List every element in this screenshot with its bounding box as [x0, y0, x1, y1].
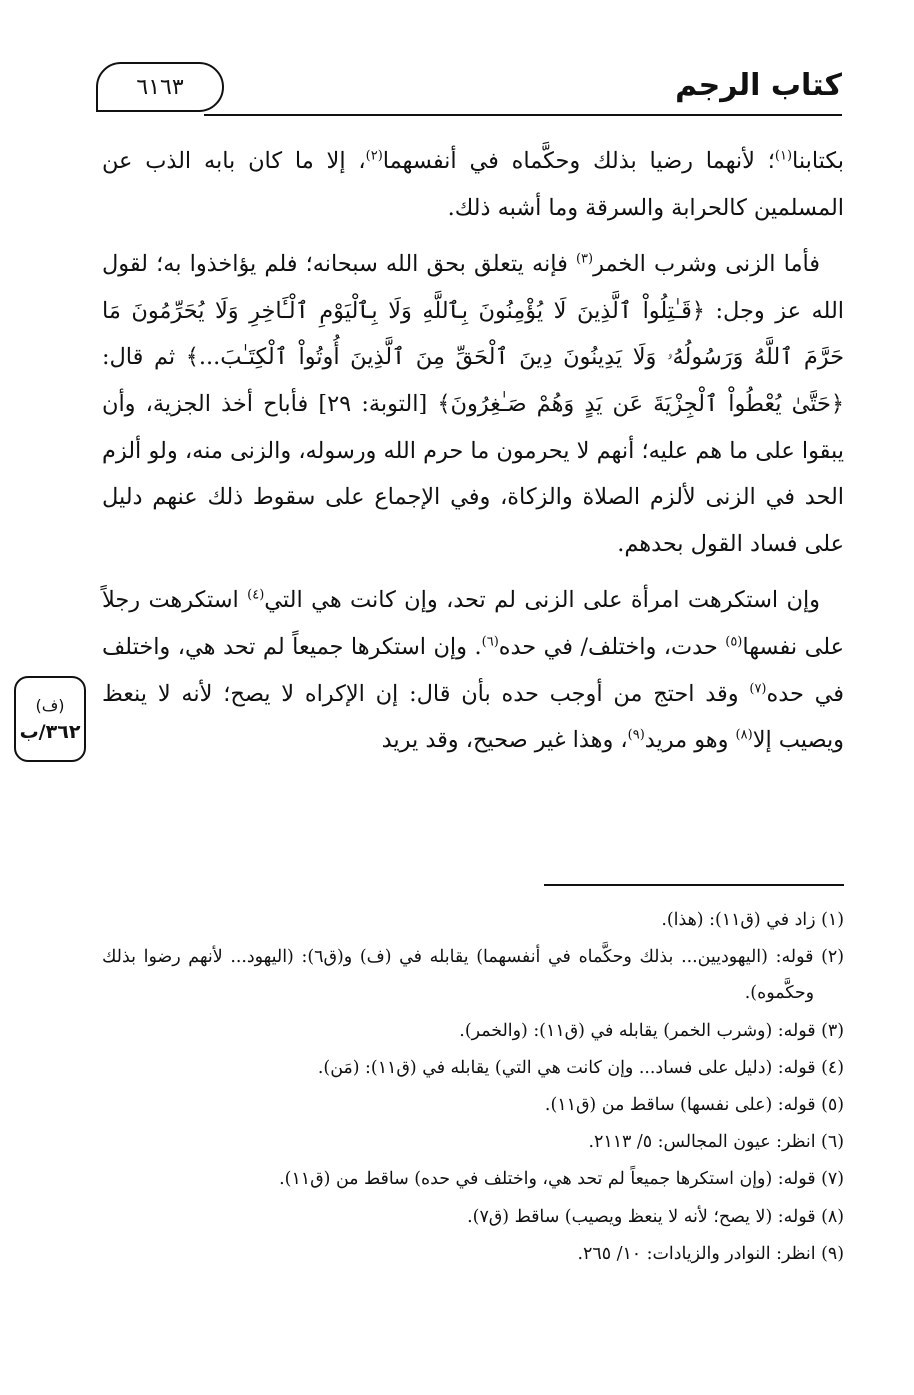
footnote-ref-6: (٦) [481, 634, 499, 650]
footnote-9: (٩) انظر: النوادر والزيادات: ١٠/ ٢٦٥. [577, 1243, 844, 1264]
footnote-ref-1: (١) [774, 148, 793, 164]
footnotes [102, 902, 844, 1273]
text-span: فأباح أخذ الجزية، وأن يبقوا على ما هم عليه؛ أنهم لا يحرمون ما حرم الله ورسوله، والزنى منه، ولو ألزم الحد في الزنى لألزم الصلاة والزكاة، وفي الإجماع على سقوط ذلك عنهم دليل على فساد القول بحدهم. [102, 390, 844, 557]
margin-note-folio: ٣٦٢/ب [19, 720, 81, 743]
text-span: ، وهذا غير صحيح، وقد يريد [381, 727, 628, 754]
footnote-3: (٣) قوله: (وشرب الخمر) يقابله في (ق١١): (والخمر). [459, 1020, 844, 1041]
footnote-1: (١) زاد في (ق١١): (هذا). [661, 910, 844, 930]
footnote-ref-7: (٧) [749, 681, 767, 697]
quran-quote-1: ﴿قَـٰتِلُواْ ٱلَّذِينَ لَا يُؤْمِنُونَ بِٱللَّهِ وَلَا بِٱلْيَوْمِ ٱلْـَٔاخِرِ وَلَا يُحَرِّمُونَ مَا حَرَّمَ ٱللَّهُ وَرَسُولُهُۥ وَلَا يَدِينُونَ دِينَ ٱلْحَقِّ مِنَ ٱلَّذِينَ أُوتُواْ ٱلْكِتَـٰبَ...﴾ [102, 297, 844, 371]
page-number-frame [96, 62, 224, 112]
footnote-ref-5: (٥) [725, 634, 743, 650]
footnote-ref-3: (٣) [575, 251, 594, 267]
footnote-6: (٦) انظر: عيون المجالس: ٥/ ٢١١٣. [588, 1132, 844, 1153]
footnote-4: (٤) قوله: (دليل على فساد... وإن كانت هي التي) يقابله في (ق١١): (مَن). [317, 1057, 844, 1078]
quran-reference: [التوبة: ٢٩] [308, 390, 438, 417]
paragraph-1 [102, 138, 844, 231]
text-span: وإن استكرهت امرأة على الزنى لم تحد، وإن كانت هي التي [264, 587, 820, 614]
main-text [102, 138, 844, 774]
text-span: فإنه يتعلق بحق الله سبحانه؛ فلم يؤاخذوا به؛ لقول الله عز وجل: [102, 251, 844, 324]
text-span: ؛ لأنهما رضيا بذلك وحكَّماه في أنفسهما [382, 148, 775, 174]
footnote-ref-2: (٢) [365, 148, 383, 164]
text-span: بكتابنا [792, 148, 845, 174]
text-span: وهو مريد [644, 727, 736, 754]
paragraph-3 [102, 577, 844, 763]
chapter-title: كتاب الرجم [675, 68, 842, 103]
margin-note-source: (ف) [35, 695, 65, 715]
footnote-ref-4: (٤) [247, 587, 265, 603]
paragraph-2 [102, 241, 844, 567]
header-rule [204, 114, 842, 116]
text-span: حدت، واختلف/ في حده [498, 633, 726, 660]
footnote-5: (٥) قوله: (على نفسها) ساقط من (ق١١). [544, 1095, 844, 1116]
footnote-separator [544, 884, 844, 886]
margin-note [14, 676, 86, 762]
page-number: ٦١٦٣ [136, 74, 184, 100]
footnote-8: (٨) قوله: (لا يصح؛ لأنه لا ينعظ ويصيب) ساقط (ق٧). [467, 1206, 844, 1227]
footnote-ref-9: (٩) [627, 727, 645, 743]
footnote-7: (٧) قوله: (وإن استكرها جميعاً لم تحد هي، واختلف في حده) ساقط من (ق١١). [279, 1169, 844, 1190]
footnote-ref-8: (٨) [735, 727, 753, 743]
text-span: استكرهت رجلاً على نفسها [102, 587, 845, 660]
page-header [96, 62, 842, 122]
text-span: وقد احتج من أوجب حده بأن قال: إن الإكراه لا يصح؛ لأنه لا ينعظ ويصيب إلا [102, 680, 844, 754]
footnote-2: (٢) قوله: (اليهوديين... بذلك وحكَّماه في أنفسهما) يقابله في (ف) و(ق٦): (اليهود... لأنهم رضوا بذلك وحكَّموه). [102, 947, 845, 1004]
text-span: ، إلا ما كان بابه الذب عن المسلمين كالحرابة والسرقة وما أشبه ذلك. [102, 148, 844, 221]
quran-quote-2: ﴿حَتَّىٰ يُعْطُواْ ٱلْجِزْيَةَ عَن يَدٍ وَهُمْ صَـٰغِرُونَ﴾ [437, 390, 844, 417]
text-span: ثم قال: [102, 344, 186, 371]
text-span: فأما الزنى وشرب الخمر [593, 251, 820, 278]
text-span: . وإن استكرها جميعاً لم تحد هي، واختلف في حده [102, 633, 844, 707]
